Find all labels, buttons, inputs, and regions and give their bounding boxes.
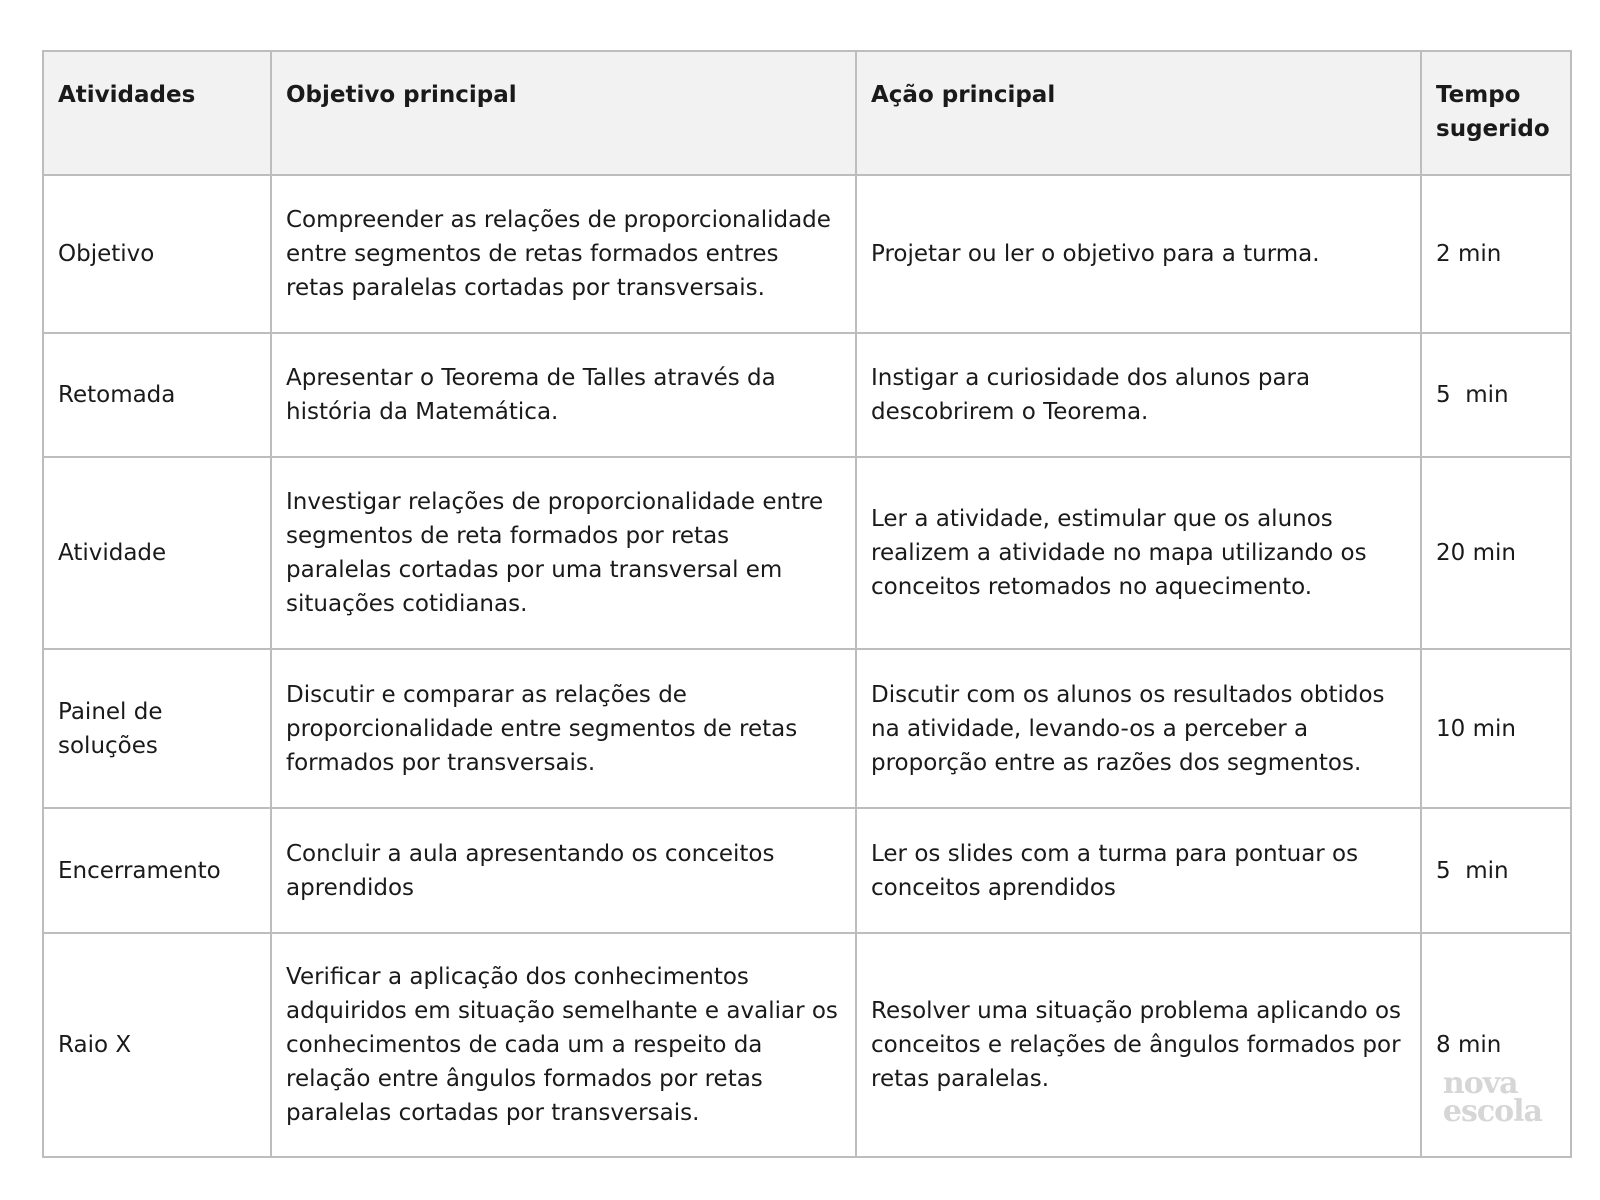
table-row <box>43 649 1571 808</box>
cell-acao: Ler a atividade, estimular que os alunos realizem a atividade no mapa utilizando os conceitos retomados no aquecimento. <box>856 457 1421 649</box>
header-tempo-sugerido: Tempo sugerido <box>1421 51 1571 175</box>
cell-tempo: 2 min <box>1421 175 1571 333</box>
cell-acao: Ler os slides com a turma para pontuar os conceitos aprendidos <box>856 808 1421 933</box>
cell-atividade: Raio X <box>43 933 271 1157</box>
cell-acao: Instigar a curiosidade dos alunos para descobrirem o Teorema. <box>856 333 1421 457</box>
table-row <box>43 808 1571 933</box>
cell-atividade: Objetivo <box>43 175 271 333</box>
cell-atividade: Atividade <box>43 457 271 649</box>
logo-line-1: nova <box>1442 1066 1518 1101</box>
cell-objetivo: Compreender as relações de proporcionalidade entre segmentos de retas formados entres retas paralelas cortadas por transversais. <box>271 175 856 333</box>
cell-atividade: Encerramento <box>43 808 271 933</box>
cell-objetivo: Apresentar o Teorema de Talles através da história da Matemática. <box>271 333 856 457</box>
cell-objetivo: Discutir e comparar as relações de proporcionalidade entre segmentos de retas formados por transversais. <box>271 649 856 808</box>
table-row <box>43 333 1571 457</box>
header-atividades: Atividades <box>43 51 271 175</box>
logo-line-2: escola <box>1442 1094 1542 1129</box>
cell-tempo: 5 min <box>1421 808 1571 933</box>
cell-atividade: Retomada <box>43 333 271 457</box>
table-row <box>43 933 1571 1157</box>
cell-objetivo: Investigar relações de proporcionalidade entre segmentos de reta formados por retas paralelas cortadas por uma transversal em situações cotidianas. <box>271 457 856 649</box>
cell-tempo: 5 min <box>1421 333 1571 457</box>
cell-acao: Resolver uma situação problema aplicando os conceitos e relações de ângulos formados por retas paralelas. <box>856 933 1421 1157</box>
table-row <box>43 175 1571 333</box>
cell-tempo: 10 min <box>1421 649 1571 808</box>
lesson-plan-table <box>42 50 1572 1158</box>
cell-tempo: 20 min <box>1421 457 1571 649</box>
cell-objetivo: Concluir a aula apresentando os conceitos aprendidos <box>271 808 856 933</box>
table-header-row <box>43 51 1571 175</box>
cell-atividade: Painel de soluções <box>43 649 271 808</box>
header-acao-principal: Ação principal <box>856 51 1421 175</box>
cell-tempo: 8 min <box>1436 1032 1502 1058</box>
cell-acao: Projetar ou ler o objetivo para a turma. <box>856 175 1421 333</box>
cell-objetivo: Verificar a aplicação dos conhecimentos adquiridos em situação semelhante e avaliar os conhecimentos de cada um a respeito da relação entre ângulos formados por retas paralelas cortadas por transversais. <box>271 933 856 1157</box>
nova-escola-logo <box>1442 1066 1542 1129</box>
cell-tempo-with-logo <box>1421 933 1571 1157</box>
cell-acao: Discutir com os alunos os resultados obtidos na atividade, levando-os a perceber a proporção entre as razões dos segmentos. <box>856 649 1421 808</box>
header-objetivo-principal: Objetivo principal <box>271 51 856 175</box>
table-row <box>43 457 1571 649</box>
